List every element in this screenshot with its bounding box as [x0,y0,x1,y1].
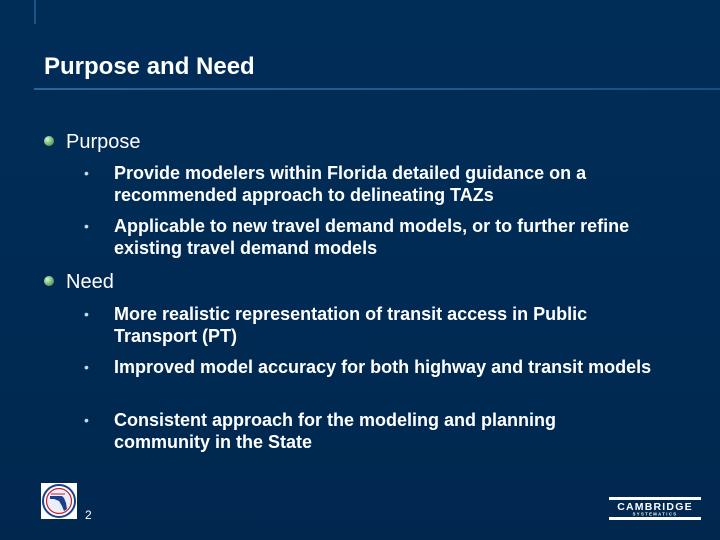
bullet-dot-icon: • [84,165,89,181]
section-need-label: Need [66,271,114,293]
bullet-text: Improved model accuracy for both highway and transit models [114,357,652,377]
logo-subtext: SYSTEMATICS [632,511,678,517]
bullet-text: Provide modelers within Florida detailed guidance on a recommended approach to delineating TAZs [114,163,587,205]
decorative-vertical-line [34,0,36,24]
cambridge-systematics-logo [609,497,701,520]
bullet-text: More realistic representation of transit access in Public Transport (PT) [114,304,588,346]
bullet-dot-icon: • [84,218,89,234]
logo-wordmark: CAMBRIDGE [617,501,693,513]
title-divider [34,88,720,90]
bullet-text: Applicable to new travel demand models, or to further refine existing travel demand models [114,216,630,258]
slide-title: Purpose and Need [44,53,255,80]
bullet-dot-icon: • [84,412,89,428]
section-bullet-icon [44,136,54,146]
bullet-dot-icon: • [84,306,89,322]
page-number: 2 [85,508,92,522]
section-bullet-icon [44,276,54,286]
bullet-text: Consistent approach for the modeling and planning community in the State [114,410,557,452]
section-purpose-label: Purpose [66,131,141,153]
fdot-seal-icon [41,483,77,519]
bullet-dot-icon: • [84,359,89,375]
